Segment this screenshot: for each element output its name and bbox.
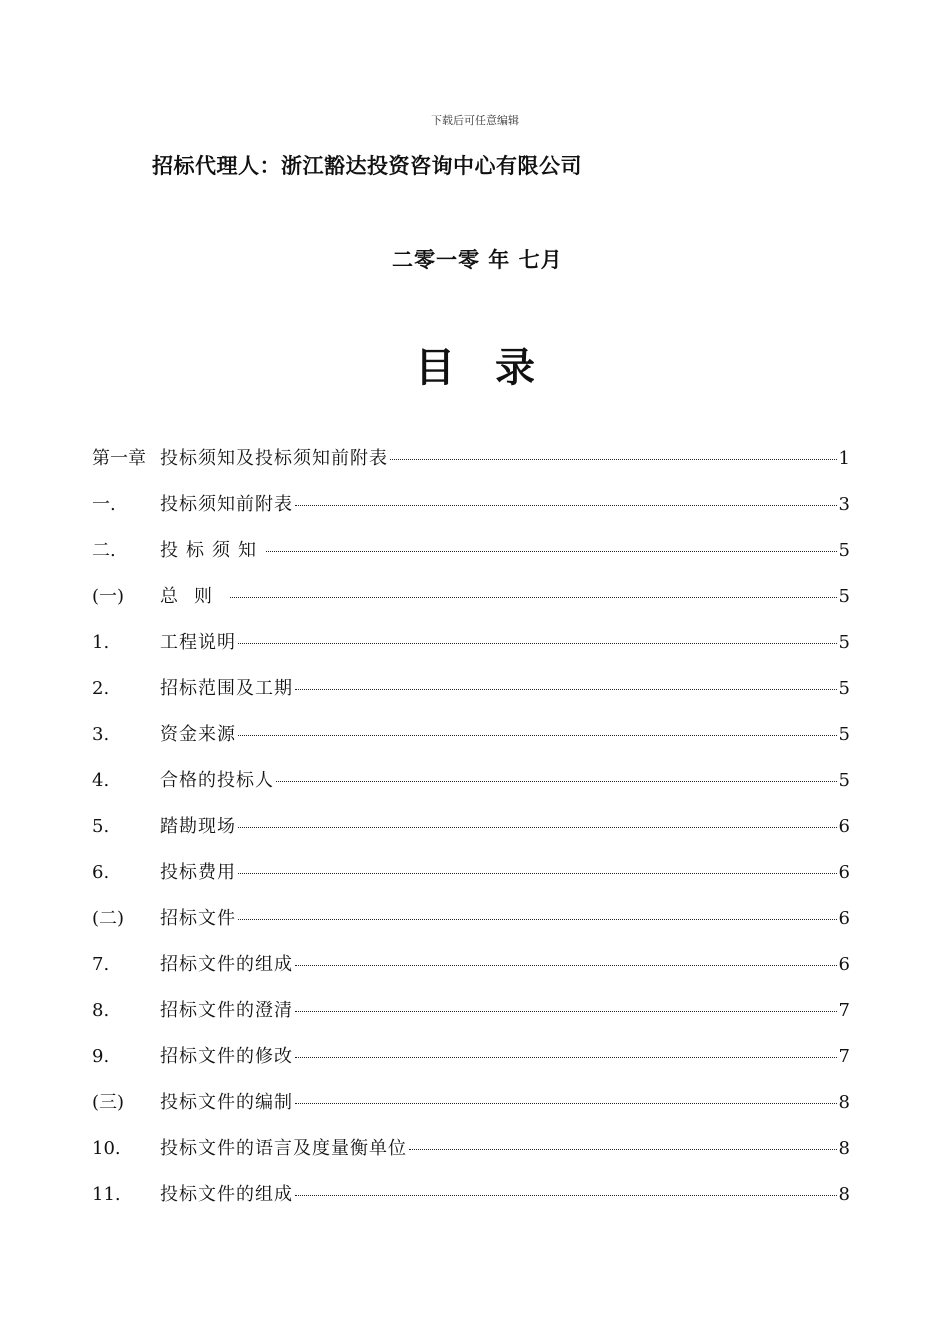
toc-leader bbox=[238, 873, 837, 874]
header-note: 下载后可任意编辑 bbox=[431, 114, 519, 127]
toc-number: 7. bbox=[92, 954, 110, 975]
toc-page: 8 bbox=[838, 1138, 850, 1159]
toc-label: 投标须知前附表 bbox=[160, 494, 293, 515]
toc-leader bbox=[238, 735, 837, 736]
toc-number: (三) bbox=[92, 1092, 125, 1113]
toc-page: 5 bbox=[838, 540, 850, 561]
toc-page: 7 bbox=[838, 1000, 850, 1021]
toc-leader bbox=[295, 1195, 837, 1196]
toc-row[interactable] bbox=[92, 444, 850, 490]
toc-page: 5 bbox=[838, 770, 850, 791]
toc-number: 二. bbox=[92, 540, 116, 561]
toc-title: 目录 bbox=[415, 344, 575, 391]
toc-leader bbox=[230, 597, 837, 598]
toc-leader bbox=[295, 1103, 837, 1104]
toc-number: 2. bbox=[92, 678, 110, 699]
toc-leader bbox=[266, 551, 837, 552]
toc-row[interactable] bbox=[92, 996, 850, 1042]
toc-label: 投标须知及投标须知前附表 bbox=[160, 448, 388, 469]
agent-line: 招标代理人：浙江豁达投资咨询中心有限公司 bbox=[152, 153, 582, 178]
toc-label: 招标文件的组成 bbox=[160, 954, 293, 975]
toc-leader bbox=[238, 827, 837, 828]
toc-number: 11. bbox=[92, 1184, 121, 1205]
date-line: 二零一零 年 七月 bbox=[392, 247, 563, 272]
toc-page: 1 bbox=[838, 448, 850, 469]
toc-row[interactable] bbox=[92, 490, 850, 536]
toc-number: 3. bbox=[92, 724, 110, 745]
toc-label: 招标文件的澄清 bbox=[160, 1000, 293, 1021]
toc-row[interactable] bbox=[92, 904, 850, 950]
toc-row[interactable] bbox=[92, 1180, 850, 1226]
toc-label: 投标须知 bbox=[160, 540, 264, 561]
toc-label: 投标费用 bbox=[160, 862, 236, 883]
toc-row[interactable] bbox=[92, 582, 850, 628]
toc-label: 总则 bbox=[160, 586, 228, 607]
toc-row[interactable] bbox=[92, 1088, 850, 1134]
toc-label: 招标文件的修改 bbox=[160, 1046, 293, 1067]
toc-page: 8 bbox=[838, 1184, 850, 1205]
toc-label: 工程说明 bbox=[160, 632, 236, 653]
toc-row[interactable] bbox=[92, 1042, 850, 1088]
toc-label: 资金来源 bbox=[160, 724, 236, 745]
toc-label: 招标文件 bbox=[160, 908, 236, 929]
toc-row[interactable] bbox=[92, 674, 850, 720]
toc-number: 1. bbox=[92, 632, 110, 653]
toc-page: 7 bbox=[838, 1046, 850, 1067]
toc-page: 8 bbox=[838, 1092, 850, 1113]
toc-page: 5 bbox=[838, 586, 850, 607]
toc-page: 6 bbox=[838, 816, 850, 837]
toc-label: 踏勘现场 bbox=[160, 816, 236, 837]
toc-leader bbox=[238, 919, 837, 920]
toc-number: (二) bbox=[92, 908, 125, 929]
toc-label: 招标范围及工期 bbox=[160, 678, 293, 699]
toc-number: 第一章 bbox=[92, 448, 146, 469]
toc-page: 6 bbox=[838, 954, 850, 975]
toc-label: 投标文件的组成 bbox=[160, 1184, 293, 1205]
toc-number: 6. bbox=[92, 862, 110, 883]
toc-row[interactable] bbox=[92, 812, 850, 858]
toc-leader bbox=[295, 965, 837, 966]
toc-number: 9. bbox=[92, 1046, 110, 1067]
toc-number: 10. bbox=[92, 1138, 121, 1159]
toc-leader bbox=[276, 781, 837, 782]
toc-row[interactable] bbox=[92, 628, 850, 674]
toc-leader bbox=[295, 689, 837, 690]
toc-leader bbox=[295, 505, 837, 506]
toc-leader bbox=[295, 1057, 837, 1058]
toc-leader bbox=[238, 643, 837, 644]
toc-number: 一. bbox=[92, 494, 116, 515]
toc-row[interactable] bbox=[92, 720, 850, 766]
toc-label: 合格的投标人 bbox=[160, 770, 274, 791]
toc-page: 6 bbox=[838, 862, 850, 883]
toc-row[interactable] bbox=[92, 766, 850, 812]
table-of-contents bbox=[92, 444, 850, 1226]
toc-leader bbox=[390, 459, 837, 460]
toc-row[interactable] bbox=[92, 858, 850, 904]
toc-page: 5 bbox=[838, 632, 850, 653]
toc-label: 投标文件的编制 bbox=[160, 1092, 293, 1113]
toc-label: 投标文件的语言及度量衡单位 bbox=[160, 1138, 407, 1159]
toc-row[interactable] bbox=[92, 536, 850, 582]
toc-number: 8. bbox=[92, 1000, 110, 1021]
toc-page: 5 bbox=[838, 724, 850, 745]
toc-page: 6 bbox=[838, 908, 850, 929]
toc-leader bbox=[409, 1149, 837, 1150]
toc-number: (一) bbox=[92, 586, 125, 607]
toc-number: 4. bbox=[92, 770, 110, 791]
toc-leader bbox=[295, 1011, 837, 1012]
toc-row[interactable] bbox=[92, 1134, 850, 1180]
toc-page: 3 bbox=[838, 494, 850, 515]
toc-page: 5 bbox=[838, 678, 850, 699]
toc-row[interactable] bbox=[92, 950, 850, 996]
toc-number: 5. bbox=[92, 816, 110, 837]
